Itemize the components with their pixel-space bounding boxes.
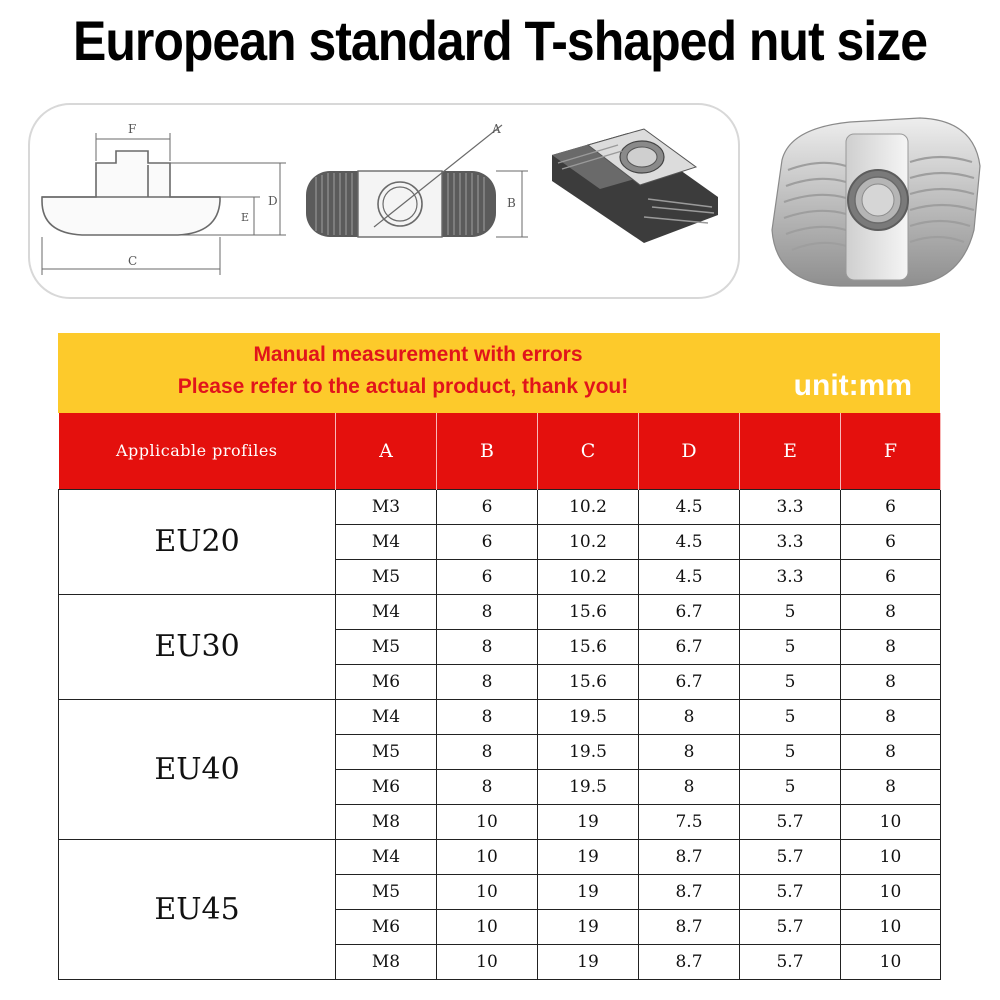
table-cell: 5.7 [740,804,841,839]
table-cell: 7.5 [639,804,740,839]
table-cell: 10.2 [538,489,639,524]
table-cell: 10.2 [538,524,639,559]
table-cell: 10 [841,909,941,944]
label-f: F [128,122,137,136]
table-cell: 15.6 [538,629,639,664]
header-c: C [538,413,639,489]
table-cell: 6.7 [639,664,740,699]
table-cell: 8 [841,769,941,804]
table-cell: 8 [841,594,941,629]
table-cell: 6 [841,489,941,524]
header-d: D [639,413,740,489]
table-cell: M5 [336,874,437,909]
table-cell: 8 [437,769,538,804]
page-title: European standard T-shaped nut size [72,9,928,73]
table-cell: M6 [336,769,437,804]
label-e: E [241,211,250,224]
side-view-drawing [42,133,286,275]
table-cell: 6 [437,559,538,594]
table-cell: 5.7 [740,839,841,874]
table-cell: 8.7 [639,944,740,979]
table-cell: 10 [841,839,941,874]
isometric-drawing [552,129,718,243]
table-cell: 5.7 [740,874,841,909]
table-cell: 15.6 [538,664,639,699]
table-cell: 8 [437,734,538,769]
table-cell: 8.7 [639,874,740,909]
table-cell: M3 [336,489,437,524]
table-cell: M6 [336,909,437,944]
table-row [59,699,941,734]
table-cell: 8 [437,629,538,664]
label-d: D [268,194,278,208]
profile-cell: EU40 [59,699,336,839]
table-cell: 5 [740,594,841,629]
table-cell: 10 [437,909,538,944]
table-cell: 5 [740,769,841,804]
label-c: C [128,254,138,268]
notice-line-1: Manual measurement with errors [253,343,583,366]
table-row [59,594,941,629]
table-cell: M4 [336,839,437,874]
table-cell: 19 [538,804,639,839]
table-cell: M4 [336,699,437,734]
table-cell: 8 [841,699,941,734]
table-cell: 10 [437,944,538,979]
table-cell: 3.3 [740,489,841,524]
profile-cell: EU20 [59,489,336,594]
table-cell: 4.5 [639,524,740,559]
table-cell: 10.2 [538,559,639,594]
table-cell: 10 [841,874,941,909]
table-cell: 5.7 [740,909,841,944]
table-row [59,489,941,524]
table-cell: 8 [437,594,538,629]
table-cell: 5 [740,734,841,769]
table-cell: 19 [538,839,639,874]
table-cell: 5 [740,664,841,699]
table-cell: M5 [336,559,437,594]
header-f: F [841,413,941,489]
notice-line-2: Please refer to the actual product, thank you! [177,375,629,398]
table-cell: 8 [841,629,941,664]
table-cell: M5 [336,734,437,769]
header-applicable-profiles: Applicable profiles [59,413,336,489]
table-cell: 10 [437,839,538,874]
table-cell: 8 [639,699,740,734]
table-cell: 19.5 [538,769,639,804]
table-cell: M8 [336,804,437,839]
table-cell: 4.5 [639,489,740,524]
label-a: A [492,122,501,136]
table-header-row [59,413,941,489]
table-cell: 19.5 [538,699,639,734]
table-cell: 5 [740,699,841,734]
notice-banner [58,333,940,413]
table-cell: 8.7 [639,909,740,944]
header-a: A [336,413,437,489]
table-cell: 8 [437,699,538,734]
table-cell: M5 [336,629,437,664]
table-cell: 6 [437,489,538,524]
table-cell: 5.7 [740,944,841,979]
table-row [59,839,941,874]
table-cell: 6 [841,559,941,594]
table-cell: 6 [841,524,941,559]
table-cell: 10 [841,804,941,839]
table-cell: 8 [841,734,941,769]
label-b: B [507,196,516,210]
table-cell: M4 [336,594,437,629]
table-cell: 5 [740,629,841,664]
dimension-diagrams [28,103,740,299]
unit-label: unit:mm [793,369,912,402]
table-cell: 3.3 [740,524,841,559]
table-cell: 10 [841,944,941,979]
table-cell: 19 [538,944,639,979]
table-cell: 8 [437,664,538,699]
table-cell: 8 [639,769,740,804]
table-cell: 19 [538,909,639,944]
table-cell: M6 [336,664,437,699]
table-cell: 4.5 [639,559,740,594]
size-table [58,413,941,980]
nut-photo [760,100,992,300]
table-cell: 8.7 [639,839,740,874]
table-cell: M8 [336,944,437,979]
table-cell: 8 [841,664,941,699]
table-cell: 6.7 [639,629,740,664]
table-cell: 19 [538,874,639,909]
header-b: B [437,413,538,489]
table-cell: M4 [336,524,437,559]
header-e: E [740,413,841,489]
table-cell: 8 [639,734,740,769]
table-cell: 10 [437,874,538,909]
profile-cell: EU45 [59,839,336,979]
table-cell: 3.3 [740,559,841,594]
profile-cell: EU30 [59,594,336,699]
table-cell: 10 [437,804,538,839]
table-cell: 6 [437,524,538,559]
table-cell: 6.7 [639,594,740,629]
table-cell: 19.5 [538,734,639,769]
table-cell: 15.6 [538,594,639,629]
top-view-drawing [306,125,528,237]
